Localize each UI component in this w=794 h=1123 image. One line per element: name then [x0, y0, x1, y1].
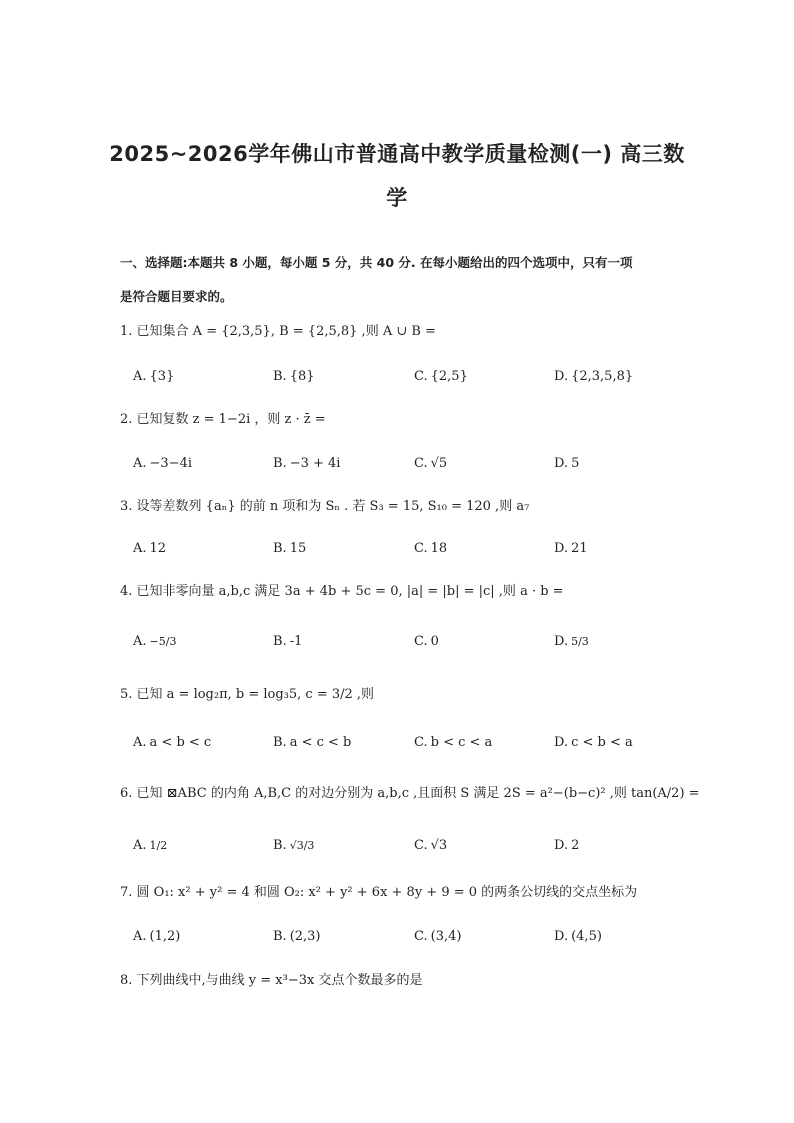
- option-b: B. 15: [273, 541, 307, 556]
- option-c: C. 18: [414, 541, 448, 556]
- question-7-options: [133, 926, 693, 948]
- option-b: B. −3 + 4i: [273, 456, 341, 471]
- document-title: [100, 132, 694, 220]
- title-line-2: 学: [386, 186, 408, 210]
- question-1-stem: 1. 已知集合 A = {2,3,5}, B = {2,5,8} ,则 A ∪ B =: [120, 324, 436, 339]
- section-heading: [120, 246, 676, 314]
- option-d: D. 5/3: [554, 634, 589, 649]
- question-4-stem: 4. 已知非零向量 a,b,c 满足 3a + 4b + 5c = 0, |a| = |b| = |c| ,则 a · b =: [120, 584, 564, 599]
- option-c: C. (3,4): [414, 929, 462, 944]
- question-5-stem: 5. 已知 a = log₂π, b = log₃5, c = 3/2 ,则: [120, 687, 375, 702]
- option-b: B. (2,3): [273, 929, 321, 944]
- question-2-options: [133, 453, 693, 475]
- question-4-options: [133, 631, 693, 653]
- option-c: C. 0: [414, 634, 439, 649]
- option-a: A. 12: [133, 541, 167, 556]
- option-a: A. {3}: [133, 369, 175, 384]
- option-c: C. √3: [414, 838, 448, 853]
- option-c: C. b < c < a: [414, 735, 493, 750]
- question-3-stem: 3. 设等差数列 {aₙ} 的前 n 项和为 Sₙ . 若 S₃ = 15, S₁₀ = 120 ,则 a₇: [120, 499, 530, 514]
- option-b: B. a < c < b: [273, 735, 352, 750]
- option-a: A. (1,2): [133, 929, 181, 944]
- option-d: D. 5: [554, 456, 580, 471]
- question-8-stem: 8. 下列曲线中,与曲线 y = x³−3x 交点个数最多的是: [120, 973, 423, 988]
- question-2-stem: 2. 已知复数 z = 1−2i ，则 z · z̄ =: [120, 412, 326, 427]
- option-d: D. 2: [554, 838, 580, 853]
- option-a: A. −3−4i: [133, 456, 193, 471]
- section-line-2: 是符合题目要求的。: [120, 289, 233, 304]
- option-d: D. (4,5): [554, 929, 602, 944]
- option-c: C. {2,5}: [414, 369, 468, 384]
- question-5-options: [133, 732, 693, 754]
- option-a: A. a < b < c: [133, 735, 212, 750]
- question-6-stem: 6. 已知 ⊠ABC 的内角 A,B,C 的对边分别为 a,b,c ,且面积 S 满足 2S = a²−(b−c)² ,则 tan(A/2) =: [120, 786, 700, 801]
- option-a: A. −5/3: [133, 634, 177, 649]
- section-line-1: 一、选择题:本题共 8 小题，每小题 5 分，共 40 分. 在每小题给出的四个选项中，只有一项: [120, 255, 633, 270]
- option-c: C. √5: [414, 456, 448, 471]
- title-line-1: 2025~2026学年佛山市普通高中教学质量检测(一) 高三数: [109, 142, 685, 166]
- option-a: A. 1/2: [133, 838, 168, 853]
- option-d: D. c < b < a: [554, 735, 633, 750]
- option-b: B. √3/3: [273, 838, 315, 853]
- option-d: D. {2,3,5,8}: [554, 369, 634, 384]
- question-3-options: [133, 538, 693, 560]
- question-7-stem: 7. 圆 O₁: x² + y² = 4 和圆 O₂: x² + y² + 6x + 8y + 9 = 0 的两条公切线的交点坐标为: [120, 885, 638, 900]
- question-6-options: [133, 835, 693, 857]
- option-b: B. {8}: [273, 369, 315, 384]
- option-b: B. -1: [273, 634, 303, 649]
- option-d: D. 21: [554, 541, 588, 556]
- question-1-options: [133, 366, 693, 388]
